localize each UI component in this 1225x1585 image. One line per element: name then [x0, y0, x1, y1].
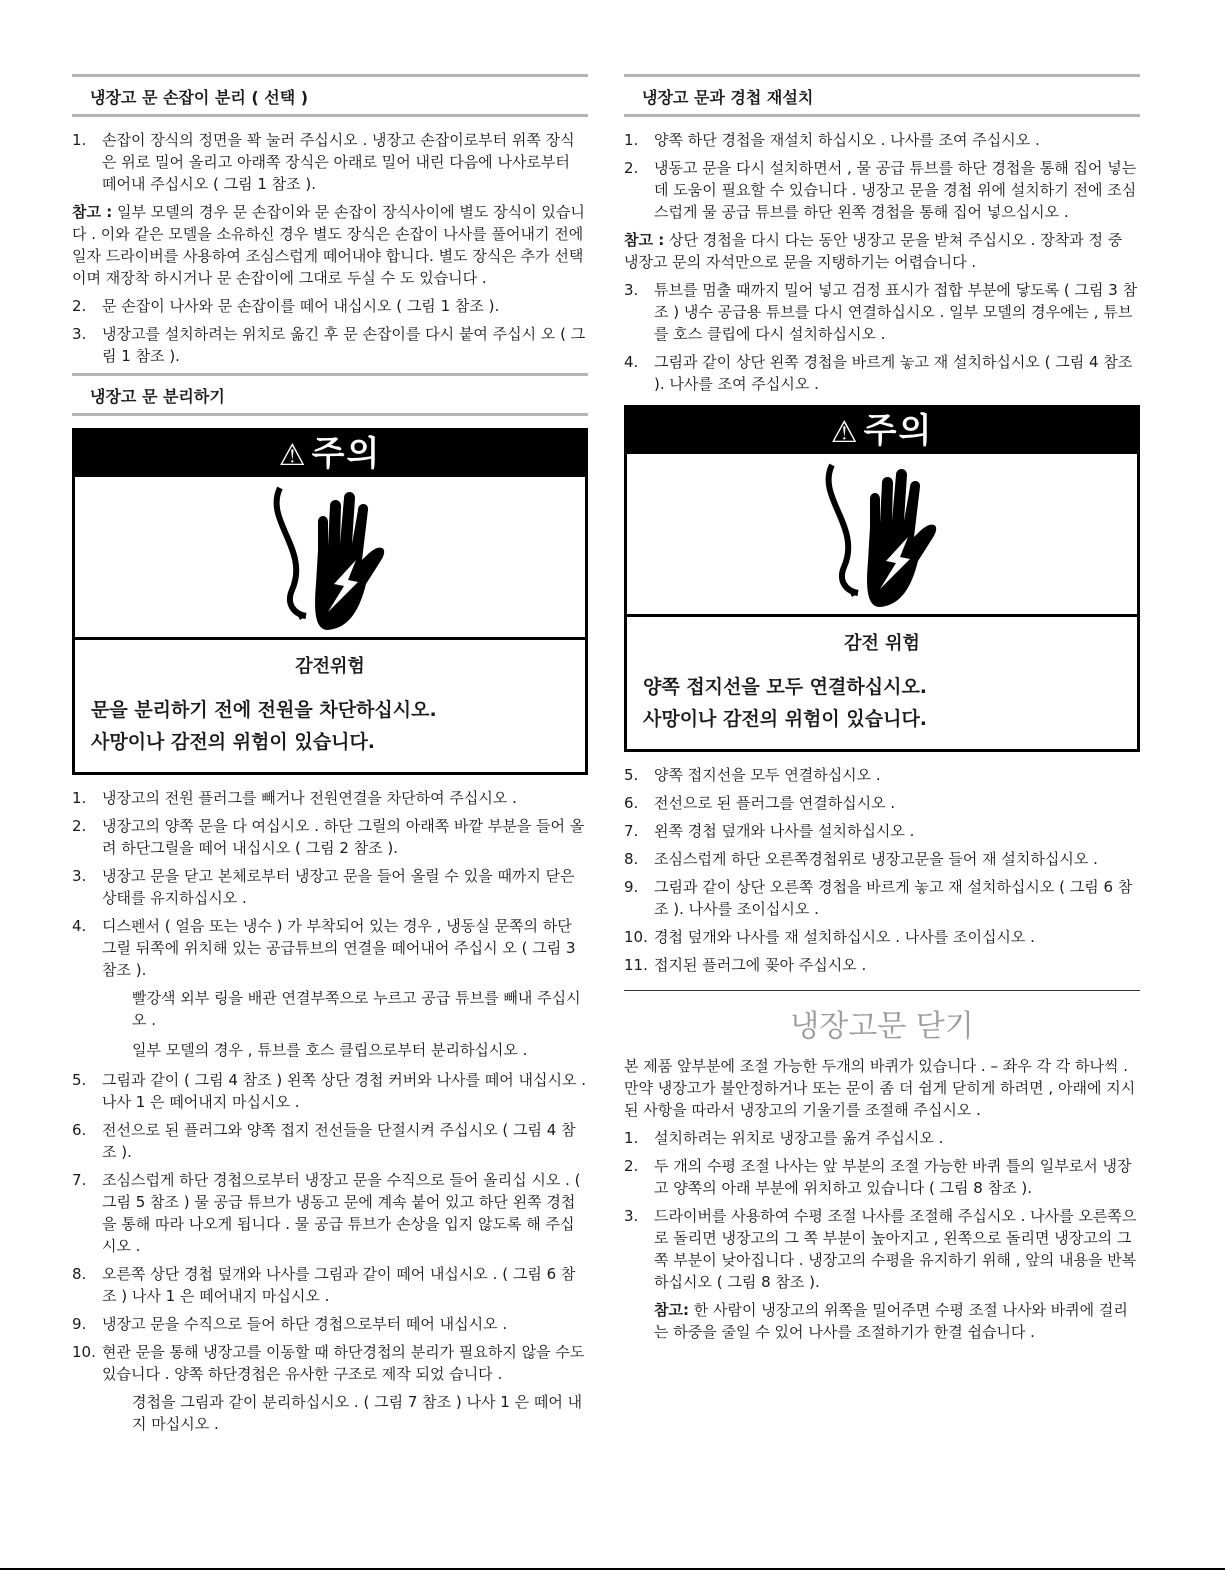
step-number: 1.	[624, 1129, 639, 1147]
warning-header-label: 주의	[863, 411, 934, 451]
step-item	[624, 129, 1140, 151]
step-number: 1.	[624, 131, 639, 149]
step-text: 그림과 같이 상단 왼쪽 경첩을 바르게 놓고 재 설치하십시오 ( 그림 4 참조 ). 나사를 조여 주십시오 .	[654, 353, 1133, 393]
note	[624, 1299, 1140, 1343]
step-item	[624, 876, 1140, 920]
step-text: 그림과 같이 ( 그림 4 참조 ) 왼쪽 상단 경첩 커버와 나사를 떼어 내십시오 . 나사 1 은 떼어내지 마십시오 .	[102, 1071, 587, 1111]
steps-list	[72, 1069, 588, 1385]
warning-body	[627, 617, 1137, 749]
step-text: 튜브를 멈출 때까지 밀어 넣고 검정 표시가 접합 부분에 닿도록 ( 그림 3 참조 ) 냉수 공급용 튜브를 다시 연결하십시오 . 일부 모델의 경우에는 , 튜브를 호스 클립에 다시 설치하십시오 .	[654, 281, 1138, 343]
step-item	[72, 129, 588, 195]
step-text: 전선으로 된 플러그를 연결하십시오 .	[654, 794, 896, 812]
step-number: 8.	[72, 1265, 87, 1283]
step-number: 8.	[624, 850, 639, 868]
step-number: 2.	[72, 817, 87, 835]
step-item	[72, 1313, 588, 1335]
step-number: 9.	[72, 1315, 87, 1333]
warning-line: 문을 분리하기 전에 전원을 차단하십시오.	[91, 699, 437, 721]
step-item	[72, 1169, 588, 1257]
step-item	[624, 279, 1140, 345]
step-number: 1.	[72, 131, 87, 149]
step-number: 6.	[624, 794, 639, 812]
step-item	[72, 1263, 588, 1307]
step-number: 3.	[72, 325, 87, 343]
step-number: 3.	[624, 281, 639, 299]
step-item	[72, 295, 588, 317]
step-text: 양쪽 접지선을 모두 연결하십시오 .	[654, 766, 881, 784]
step-item	[624, 792, 1140, 814]
step-text: 냉동고 문을 다시 설치하면서 , 물 공급 튜브를 하단 경첩을 통해 집어 넣는데 도움이 필요할 수 있습니다 . 냉장고 문을 경첩 위에 설치하기 전에 조심스럽게 물 공급 튜브를 하단 왼쪽 경첩을 통해 집어 넣으십시오 .	[654, 159, 1137, 221]
step-number: 2.	[624, 1157, 639, 1175]
steps-list	[624, 279, 1140, 395]
step-item	[72, 915, 588, 981]
step-text: 경첩 덮개와 나사를 재 설치하십시오 . 나사를 조이십시오 .	[654, 928, 1035, 946]
step-item	[72, 815, 588, 859]
step-item	[624, 351, 1140, 395]
warning-line: 사망이나 감전의 위험이 있습니다.	[643, 708, 928, 730]
step-number: 5.	[624, 766, 639, 784]
step-text: 손잡이 장식의 정면을 꽉 눌러 주십시오 . 냉장고 손잡이로부터 위쪽 장식은 위로 밀어 올리고 아래쪽 장식은 아래로 밀어 내린 다음에 나사로부터 떼어내 주십시오 ( 그림 1 참조 ).	[102, 131, 575, 193]
steps-list	[624, 764, 1140, 976]
warning-title: 감전위험	[295, 656, 365, 677]
shock-hazard-icon	[627, 454, 1137, 617]
step-item	[72, 323, 588, 367]
step-item	[72, 1119, 588, 1163]
step-text: 냉장고를 설치하려는 위치로 옮긴 후 문 손잡이를 다시 붙여 주십시 오 ( 그림 1 참조 ).	[102, 325, 586, 365]
warning-header	[627, 408, 1137, 454]
steps-list	[624, 1127, 1140, 1293]
warning-title: 감전 위험	[844, 633, 920, 654]
step-number: 5.	[72, 1071, 87, 1089]
note-label: 참고:	[654, 1301, 689, 1319]
steps-list	[72, 129, 588, 195]
step-item	[624, 1127, 1140, 1149]
step-item	[72, 787, 588, 809]
warning-box	[72, 428, 588, 775]
intro-paragraph: 본 제품 앞부분에 조절 가능한 두개의 바퀴가 있습니다 . – 좌우 각 각 하나씩 . 만약 냉장고가 불안정하거나 또는 문이 좀 더 쉽게 닫히게 하려면 , 아래에 지시된 사항을 따라서 냉장고의 기울기를 조절해 주십시오 .	[624, 1057, 1136, 1119]
step-item	[624, 848, 1140, 870]
note-label: 참고 :	[72, 203, 113, 221]
step-item	[72, 1069, 588, 1113]
step-number: 10.	[624, 928, 648, 946]
step-item	[624, 157, 1140, 223]
sub-paragraph: 경첩을 그림과 같이 분리하십시오 . ( 그림 7 참조 ) 나사 1 은 떼어 내지 마십시오 .	[132, 1393, 583, 1433]
warning-triangle-icon: ⚠	[830, 415, 860, 450]
step-text: 조심스럽게 하단 경첩으로부터 냉장고 문을 수직으로 들어 올리십 시오 . ( 그림 5 참조 ) 물 공급 튜브가 냉동고 문에 계속 붙어 있고 하단 왼쪽 경첩을 통해 따라 나오게 됩니다 . 물 공급 튜브가 손상을 입지 않도록 해 주십시오 .	[102, 1171, 581, 1255]
right-column	[624, 70, 1140, 1349]
step-text: 냉장고 문을 수직으로 들어 하단 경첩으로부터 떼어 내십시오 .	[102, 1315, 508, 1333]
section-title: 냉장고 문 분리하기	[72, 373, 588, 416]
step-text: 양쪽 하단 경첩을 재설치 하십시오 . 나사를 조여 주십시오 .	[654, 131, 1040, 149]
warning-body	[75, 640, 585, 772]
step-number: 9.	[624, 878, 639, 896]
note-text: 상단 경첩을 다시 다는 동안 냉장고 문을 받쳐 주십시오 . 장착과 정 중 냉장고 문의 자석만으로 문을 지탱하기는 어렵습니다 .	[624, 231, 1123, 271]
step-text: 냉장고의 전원 플러그를 빼거나 전원연결을 차단하여 주십시오 .	[102, 789, 517, 807]
step-item	[72, 1341, 588, 1385]
step-text: 조심스럽게 하단 오른쪽경첩위로 냉장고문을 들어 재 설치하십시오 .	[654, 850, 1098, 868]
step-number: 6.	[72, 1121, 87, 1139]
section-title: 냉장고 문 손잡이 분리 ( 선택 )	[72, 74, 588, 117]
step-item	[624, 1155, 1140, 1199]
sub-paragraph: 일부 모델의 경우 , 튜브를 호스 클립으로부터 분리하십시오 .	[132, 1041, 528, 1059]
step-text: 그림과 같이 상단 오른쪽 경첩을 바르게 놓고 재 설치하십시오 ( 그림 6 참조 ). 나사를 조이십시오 .	[654, 878, 1133, 918]
section-title: 냉장고 문과 경첩 재설치	[624, 74, 1140, 117]
step-item	[72, 865, 588, 909]
step-number: 7.	[72, 1171, 87, 1189]
section-divider	[624, 990, 1140, 991]
warning-header-label: 주의	[311, 434, 382, 474]
step-number: 7.	[624, 822, 639, 840]
step-text: 오른쪽 상단 경첩 덮개와 나사를 그림과 같이 떼어 내십시오 . ( 그림 6 참조 ) 나사 1 은 떼어내지 마십시오 .	[102, 1265, 576, 1305]
note	[624, 229, 1140, 273]
page-bottom-rule	[0, 1568, 1225, 1570]
sub-paragraph: 빨강색 외부 링을 배관 연결부쪽으로 누르고 공급 튜브를 빼내 주십시오 .	[132, 989, 581, 1029]
warning-line: 양쪽 접지선을 모두 연결하십시오.	[643, 676, 928, 698]
note-text: 한 사람이 냉장고의 위쪽을 밀어주면 수평 조절 나사와 바퀴에 걸리는 하중을 줄일 수 있어 나사를 조절하기가 한결 쉽습니다 .	[654, 1301, 1128, 1341]
warning-triangle-icon: ⚠	[278, 438, 308, 473]
step-number: 4.	[624, 353, 639, 371]
shock-hazard-icon	[75, 477, 585, 640]
step-number: 4.	[72, 917, 87, 935]
warning-box	[624, 405, 1140, 752]
note-label: 참고 :	[624, 231, 665, 249]
warning-header	[75, 431, 585, 477]
note-text: 일부 모델의 경우 문 손잡이와 문 손잡이 장식사이에 별도 장식이 있습니다 . 이와 같은 모델을 소유하신 경우 별도 장식은 손잡이 나사를 풀어내기 전에 일자 드라이버를 사용하여 조심스럽게 떼어내야 합니다. 별도 장식은 추가 선택이며 재장착 하시거나 문 손잡이에 그대로 두실 수 도 있습니다 .	[72, 203, 585, 287]
step-number: 3.	[72, 867, 87, 885]
step-text: 설치하려는 위치로 냉장고를 옮겨 주십시오 .	[654, 1129, 944, 1147]
steps-list	[72, 295, 588, 367]
step-text: 냉장고 문을 닫고 본체로부터 냉장고 문을 들어 올릴 수 있을 때까지 닫은 상태를 유지하십시오 .	[102, 867, 575, 907]
step-number: 3.	[624, 1207, 639, 1225]
warning-line: 사망이나 감전의 위험이 있습니다.	[91, 731, 376, 753]
steps-list	[624, 129, 1140, 223]
step-text: 드라이버를 사용하여 수평 조절 나사를 조절해 주십시오 . 나사를 오른쪽으로 돌리면 냉장고의 그 쪽 부분이 높아지고 , 왼쪽으로 돌리면 냉장고의 그 쪽 부분이 낮아집니다 . 냉장고의 수평을 유지하기 위해 , 앞의 내용을 반복하십시오 ( 그림 8 참조 ).	[654, 1207, 1137, 1291]
step-text: 문 손잡이 나사와 문 손잡이를 떼어 내십시오 ( 그림 1 참조 ).	[102, 297, 500, 315]
step-item	[624, 926, 1140, 948]
step-item	[624, 820, 1140, 842]
step-item	[624, 764, 1140, 786]
note	[72, 201, 588, 289]
step-text: 디스펜서 ( 얼음 또는 냉수 ) 가 부착되어 있는 경우 , 냉동실 문쪽의 하단 그릴 뒤쪽에 위치해 있는 공급튜브의 연결을 떼어내어 주십시 오 ( 그림 3 참조 ).	[102, 917, 576, 979]
step-number: 10.	[72, 1343, 96, 1361]
step-number: 1.	[72, 789, 87, 807]
step-number: 11.	[624, 956, 648, 974]
step-text: 접지된 플러그에 꽂아 주십시오 .	[654, 956, 867, 974]
left-column	[72, 70, 588, 1443]
section-title: 냉장고문 닫기	[790, 1009, 974, 1044]
step-item	[624, 954, 1140, 976]
step-text: 왼쪽 경첩 덮개와 나사를 설치하십시오 .	[654, 822, 915, 840]
step-text: 현관 문을 통해 냉장고를 이동할 때 하단경첩의 분리가 필요하지 않을 수도 있습니다 . 양쪽 하단경첩은 유사한 구조로 제작 되었 습니다 .	[102, 1343, 585, 1383]
step-number: 2.	[624, 159, 639, 177]
steps-list	[72, 787, 588, 981]
step-text: 전선으로 된 플러그와 양쪽 접지 전선들을 단절시켜 주십시오 ( 그림 4 참조 ).	[102, 1121, 576, 1161]
step-text: 냉장고의 양쪽 문을 다 여십시오 . 하단 그릴의 아래쪽 바깥 부분을 들어 올려 하단그릴을 떼어 내십시오 ( 그림 2 참조 ).	[102, 817, 585, 857]
step-item	[624, 1205, 1140, 1293]
step-number: 2.	[72, 297, 87, 315]
step-text: 두 개의 수평 조절 나사는 앞 부분의 조절 가능한 바퀴 틀의 일부로서 냉장고 양쪽의 아래 부분에 위치하고 있습니다 ( 그림 8 참조 ).	[654, 1157, 1132, 1197]
